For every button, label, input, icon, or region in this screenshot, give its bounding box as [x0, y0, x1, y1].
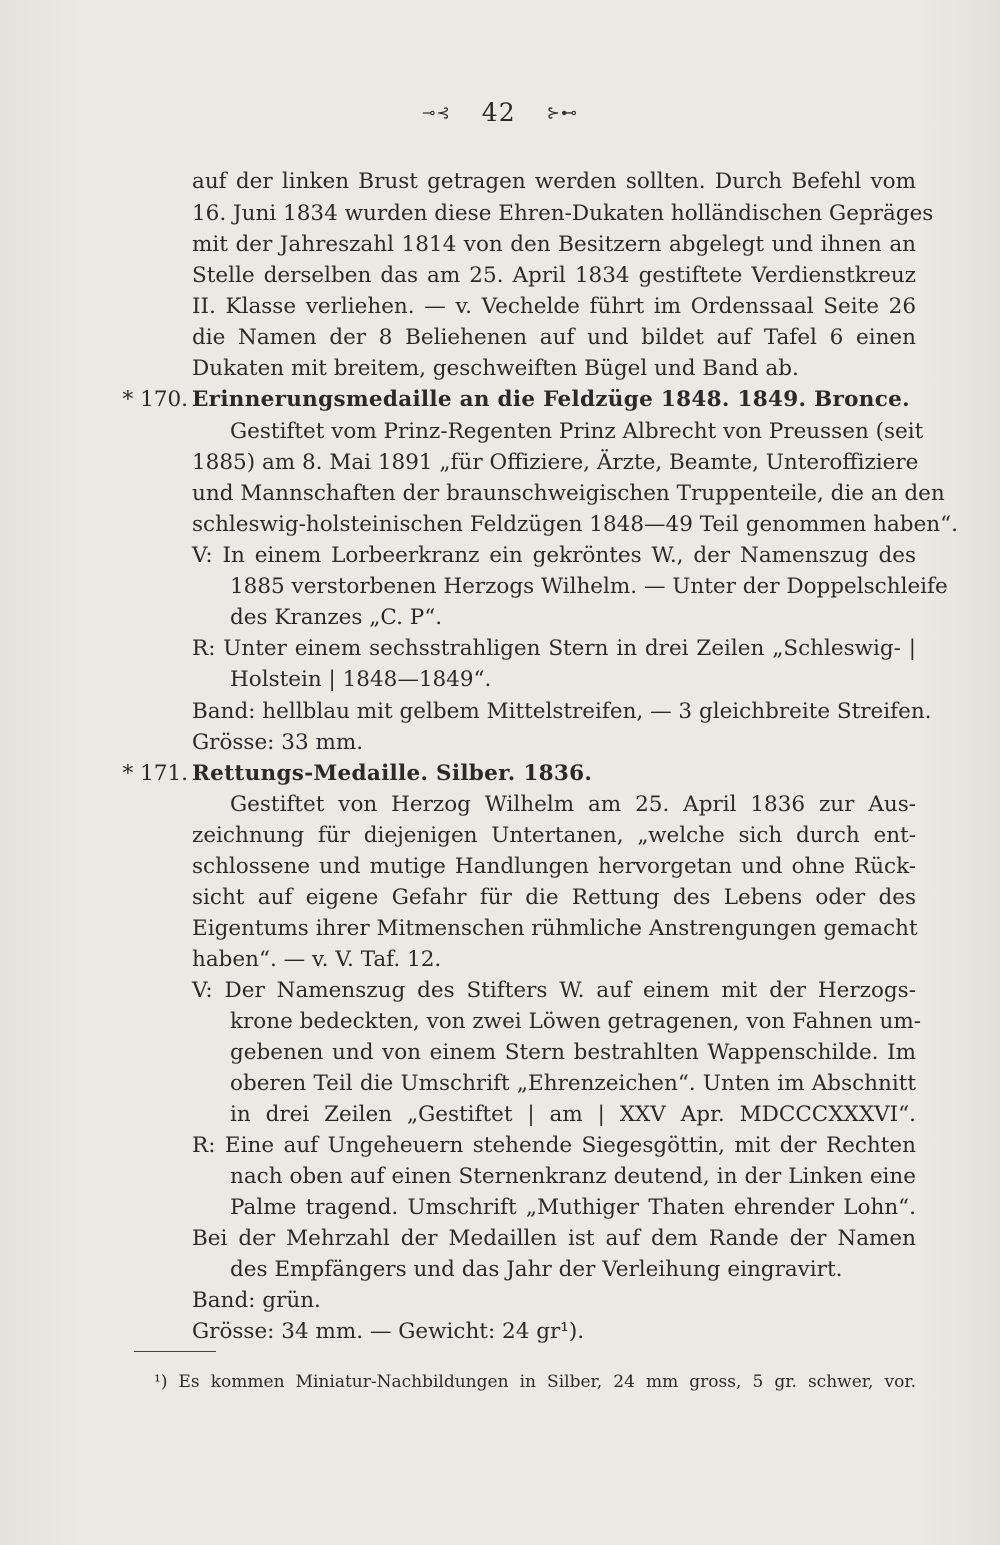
text-line: Palme tragend. Umschrift „Muthiger Thaten ehrender Lohn“.: [230, 1195, 916, 1220]
text-line: Eigentums ihrer Mitmenschen rühmliche Anstrengungen gemacht: [192, 916, 918, 941]
text-line: sicht auf eigene Gefahr für die Rettung des Lebens oder des: [192, 885, 916, 910]
text-line: gebenen und von einem Stern bestrahlten Wappenschilde. Im: [230, 1040, 916, 1065]
text-line: krone bedeckten, von zwei Löwen getragenen, von Fahnen um-: [230, 1009, 921, 1034]
text-line: Dukaten mit breitem, geschweiften Bügel und Band ab.: [192, 356, 799, 381]
text-line: Gestiftet von Herzog Wilhelm am 25. April 1836 zur Aus-: [230, 792, 916, 817]
entry-title: Erinnerungsmedaille an die Feldzüge 1848. 1849. Bronce.: [192, 387, 910, 412]
footnote-rule: [134, 1351, 216, 1352]
text-line: 16. Juni 1834 wurden diese Ehren-Dukaten holländischen Gepräges: [192, 201, 934, 226]
text-line: 1885 verstorbenen Herzogs Wilhelm. — Unter der Doppelschleife: [230, 574, 948, 599]
text-line: V: Der Namenszug des Stifters W. auf einem mit der Herzogs-: [192, 978, 916, 1003]
ornament-left-icon: ⊸⊰: [422, 103, 451, 122]
entry-title: Rettungs-Medaille. Silber. 1836.: [192, 761, 593, 786]
text-line: Grösse: 33 mm.: [192, 730, 364, 755]
ornament-right-icon: ⊱⊷: [546, 103, 578, 122]
text-line: R: Unter einem sechsstrahligen Stern in drei Zeilen „Schleswig- |: [192, 636, 916, 661]
text-line: haben“. — v. V. Taf. 12.: [192, 947, 442, 972]
text-line: auf der linken Brust getragen werden sollten. Durch Befehl vom: [192, 169, 916, 194]
text-line: mit der Jahreszahl 1814 von den Besitzern abgelegt und ihnen an: [192, 232, 916, 257]
text-line: schlossene und mutige Handlungen hervorgetan und ohne Rück-: [192, 854, 916, 879]
entry-number: * 170.: [122, 387, 188, 412]
text-line: Holstein | 1848—1849“.: [230, 667, 492, 692]
text-line: oberen Teil die Umschrift „Ehrenzeichen“. Unten im Abschnitt: [230, 1071, 916, 1096]
text-line: 1885) am 8. Mai 1891 „für Offiziere, Ärzte, Beamte, Unteroffiziere: [192, 450, 919, 475]
text-line: R: Eine auf Ungeheuern stehende Siegesgöttin, mit der Rechten: [192, 1133, 916, 1158]
page-header: [0, 98, 1000, 127]
text-line: die Namen der 8 Beliehenen auf und bildet auf Tafel 6 einen: [192, 325, 916, 350]
text-line: Stelle derselben das am 25. April 1834 gestiftete Verdienstkreuz: [192, 263, 916, 288]
text-line: Gestiftet vom Prinz-Regenten Prinz Albrecht von Preussen (seit: [230, 419, 924, 444]
text-line: Bei der Mehrzahl der Medaillen ist auf dem Rande der Namen: [192, 1226, 916, 1251]
text-line: Band: hellblau mit gelbem Mittelstreifen, — 3 gleichbreite Streifen.: [192, 699, 932, 724]
entry-number: * 171.: [122, 761, 188, 786]
page-number: 42: [481, 98, 516, 127]
text-line: in drei Zeilen „Gestiftet | am | XXV Apr. MDCCCXXXVI“.: [230, 1102, 916, 1127]
text-line: V: In einem Lorbeerkranz ein gekröntes W., der Namenszug des: [192, 543, 916, 568]
text-line: und Mannschaften der braunschweigischen Truppenteile, die an den: [192, 481, 945, 506]
text-line: des Empfängers und das Jahr der Verleihung eingravirt.: [230, 1257, 843, 1282]
text-line: nach oben auf einen Sternenkranz deutend, in der Linken eine: [230, 1164, 916, 1189]
text-line: zeichnung für diejenigen Untertanen, „welche sich durch ent-: [192, 823, 916, 848]
text-line: Band: grün.: [192, 1288, 321, 1313]
text-line: Grösse: 34 mm. — Gewicht: 24 gr¹).: [192, 1319, 585, 1344]
text-line: II. Klasse verliehen. — v. Vechelde führt im Ordenssaal Seite 26: [192, 294, 916, 319]
text-line: schleswig-holsteinischen Feldzügen 1848—49 Teil genommen haben“.: [192, 512, 958, 537]
text-line: des Kranzes „C. P“.: [230, 605, 443, 630]
footnote: ¹) Es kommen Miniatur-Nachbildungen in Silber, 24 mm gross, 5 gr. schwer, vor.: [154, 1372, 916, 1392]
